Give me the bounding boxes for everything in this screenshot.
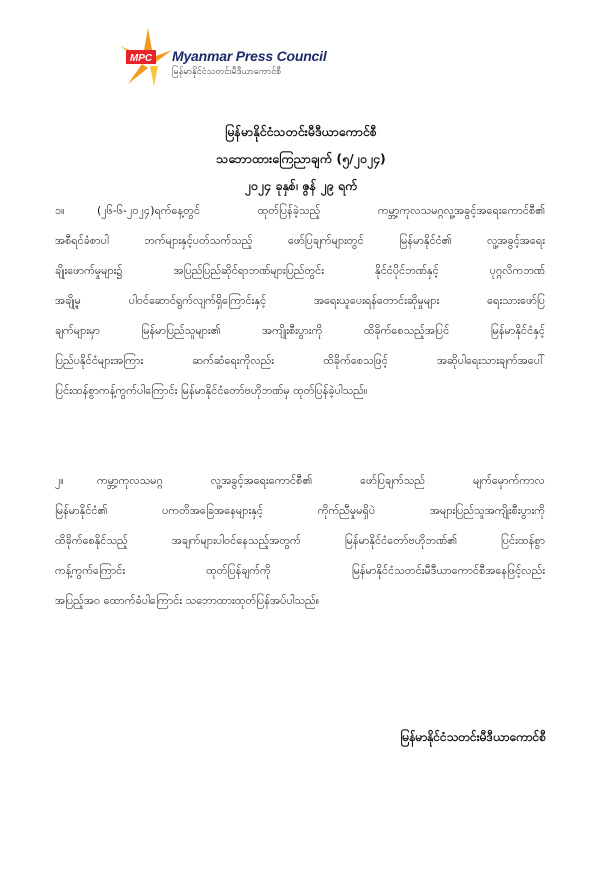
paragraph-line: ကန့်ကွက်ကြောင်း ထုတ်ပြန်ချက်ကို မြန်မာနိုင်ငံသတင်းမီဒီယာကောင်စီအနေဖြင့်လည်း (55, 564, 545, 577)
paragraph-line: ပြည်ပနိုင်ငံများအကြား ဆက်ဆံရေးကိုလည်း ထိခိုက်စေသဖြင့် အဆိုပါရေးသားချက်အပေါ် (55, 354, 545, 367)
paragraph-number: ၂။ (55, 474, 64, 487)
paragraph-line: ၂။ ကမ္ဘာ့ကုလသမဂ္ဂ လူ့အခွင့်အရေးကောင်စီ၏ ဖော်ပြချက်သည် မျက်မှောက်ကာလ (55, 466, 545, 496)
heading-org: မြန်မာနိုင်ငံသတင်းမီဒီယာကောင်စီ (225, 124, 377, 139)
paragraph-2 (55, 466, 545, 616)
paragraph-1 (55, 196, 545, 406)
logo-star-ray-bottom-left (128, 64, 148, 84)
paragraph-line: ချက်များမှာ မြန်မာပြည်သူများ၏ အကျိုးစီးပွားကို ထိခိုက်စေသည့်အပြင် မြန်မာနိုင်ငံနှင့် (55, 324, 545, 337)
paragraph-line: အချို့မှ ပါဝင်ဆောင်ရွက်လျက်ရှိကြောင်းနှင့် အရေးယူပေးရန်တောင်းဆိုမှုများ ရေးသားဖော်ပြ (55, 294, 545, 307)
statement-title: သဘောထားကြေညာချက် (၅/၂၀၂၄) (216, 151, 386, 166)
logo-star-ray-top (144, 28, 152, 50)
signature-org: မြန်မာနိုင်ငံသတင်းမီဒီယာကောင်စီ (400, 730, 546, 744)
paragraph-line: ၁။ (၂၆-၆-၂၀၂၄)ရက်နေ့တွင် ထုတ်ပြန်ခဲ့သည့် ကမ္ဘာ့ကုလသမဂ္ဂလူ့အခွင့်အရေးကောင်စီ၏ (55, 196, 545, 226)
paragraph-number: ၁။ (55, 204, 65, 217)
mpc-star-logo (118, 28, 174, 86)
paragraph-line: ပြင်းထန်စွာကန့်ကွက်ပါကြောင်း မြန်မာနိုင်ငံတော်ဗဟိုဘဏ်မှ ထုတ်ပြန်ခဲ့ပါသည်။ (55, 384, 368, 397)
paragraph-line: အစီရင်ခံစာပါ ဘက်များနှင့်ပတ်သက်သည့် ဖော်ပြချက်များတွင် မြန်မာနိုင်ငံ၏ လူ့အခွင့်အရေး (55, 234, 545, 247)
org-name-english: Myanmar Press Council (172, 48, 327, 64)
letterhead (118, 28, 328, 86)
paragraph-line: မြန်မာနိုင်ငံ၏ ပကတိအခြေအနေများနှင့် ကိုက်ညီမှုမရှိပဲ အများပြည်သူအကျိုးစီးပွားကို (55, 504, 545, 517)
org-name-myanmar: မြန်မာနိုင်ငံသတင်းမီဒီယာကောင်စီ (172, 67, 282, 77)
logo-abbrev: MPC (129, 53, 153, 64)
paragraph-line: ထိခိုက်စေနိုင်သည့် အချက်များပါဝင်နေသည့်အတွက် မြန်မာနိုင်ငံတော်ဗဟိုဘဏ်၏ ပြင်းထန်စွာ (55, 534, 545, 547)
paragraph-line: ချိုးဖောက်မှုများ၌ အပြည်ပြည်ဆိုင်ရာဘဏ်များပြည်တွင်း နိုင်ငံပိုင်ဘဏ်နှင့် ပုဂ္ဂလိကဘဏ် (55, 264, 545, 277)
paragraph-line: အပြည့်အဝ ထောက်ခံပါကြောင်း သဘောထားထုတ်ပြန်အပ်ပါသည်။ (55, 594, 320, 607)
logo-star-ray-bottom (150, 66, 158, 86)
statement-date: ၂၀၂၄ ခုနှစ်၊ ဇွန် ၂၉ ရက် (244, 178, 358, 193)
logo-star-ray-right (156, 50, 172, 62)
